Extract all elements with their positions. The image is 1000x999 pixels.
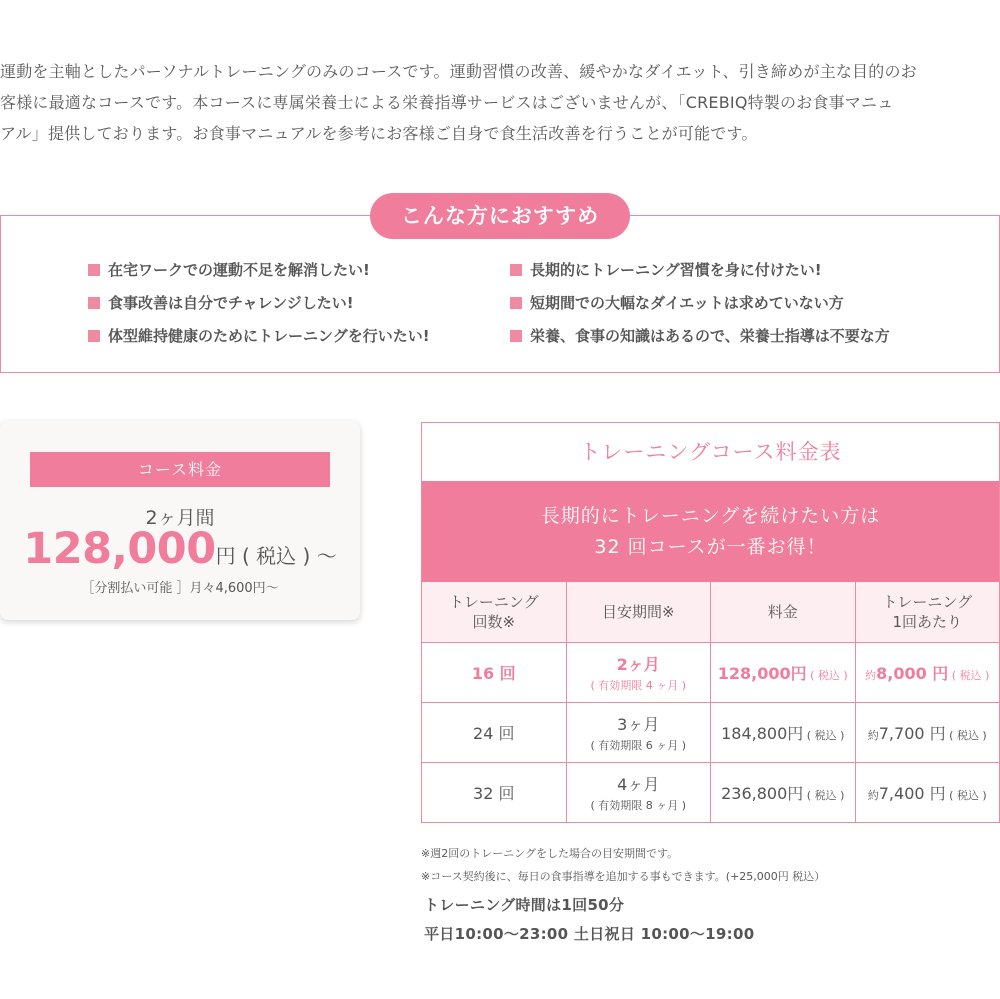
recommend-title: こんな方におすすめ [370, 193, 630, 239]
training-hours [424, 891, 754, 949]
cell-per-session: 約7,400 円 ( 税込 ) [855, 763, 1000, 822]
header-cell-price: 料金 [710, 582, 855, 642]
table-row [422, 762, 999, 822]
table-banner [422, 481, 999, 582]
bullet-square-icon [88, 297, 100, 309]
price-amount: 128,000 [23, 524, 216, 574]
bullet-square-icon [510, 264, 522, 276]
cell-period: 3ヶ月 ( 有効期限 6 ヶ月 ) [566, 703, 711, 762]
recommend-item: 体型維持健康のためにトレーニングを行いたい! [88, 325, 430, 346]
price-grid [422, 582, 999, 822]
cell-per-session: 約7,700 円 ( 税込 ) [855, 703, 1000, 762]
intro-line: アル」提供しております。お食事マニュアルを参考にお客様ご自身で食生活改善を行うことが可能です。 [0, 124, 758, 143]
price-main [0, 524, 360, 574]
note-line: ※コース契約後に、毎日の食事指導を追加する事もできます。(+25,000円 税込） [421, 870, 826, 883]
cell-price: 184,800円 ( 税込 ) [710, 703, 855, 762]
hours-line: 平日10:00～23:00 土日祝日 10:00～19:00 [424, 925, 755, 943]
header-cell-period: 目安期間※ [566, 582, 711, 642]
header-cell-per-session: トレーニング 1回あたり [855, 582, 1000, 642]
table-title: トレーニングコース料金表 [579, 440, 842, 464]
cell-count: 24 回 [473, 724, 515, 743]
bullet-square-icon [510, 330, 522, 342]
banner-line: 長期的にトレーニングを続けたい方は [540, 505, 881, 527]
course-price-card [0, 421, 360, 620]
table-row [422, 642, 999, 702]
cell-price: 128,000円 ( 税込 ) [710, 643, 855, 702]
price-label: コース料金 [30, 452, 330, 487]
intro-line: 客様に最適なコースです。本コースに専属栄養士による栄養指導サービスはございませんが、「CREBIQ特製のお食事マニュ [0, 93, 894, 112]
cell-count: 32 回 [473, 784, 515, 803]
cell-count: 16 回 [471, 664, 516, 683]
table-row [422, 702, 999, 762]
price-unit: 円 ( 税込 ) ～ [215, 544, 337, 568]
recommend-item: 食事改善は自分でチャレンジしたい! [88, 292, 354, 313]
price-table [421, 422, 1000, 823]
cell-per-session: 約8,000 円 ( 税込 ) [855, 643, 1000, 702]
banner-line: 32 回コースが一番お得！ [594, 536, 827, 558]
note-line: ※週2回のトレーニングをした場合の目安期間です。 [421, 847, 679, 860]
header-cell-count: トレーニング 回数※ [422, 582, 566, 642]
table-notes [421, 842, 825, 888]
bullet-square-icon [88, 264, 100, 276]
hours-line: トレーニング時間は1回50分 [424, 896, 625, 914]
recommend-item: 短期間での大幅なダイエットは求めていない方 [510, 292, 844, 313]
recommend-item: 在宅ワークでの運動不足を解消したい! [88, 259, 370, 280]
recommend-item: 長期的にトレーニング習慣を身に付けたい! [510, 259, 822, 280]
bullet-square-icon [88, 330, 100, 342]
intro-text [0, 56, 1000, 149]
price-period: 2ヶ月間 [145, 507, 215, 529]
table-header-row [422, 582, 999, 642]
cell-period: 2ヶ月 ( 有効期限 4 ヶ月 ) [566, 643, 711, 702]
cell-price: 236,800円 ( 税込 ) [710, 763, 855, 822]
cell-period: 4ヶ月 ( 有効期限 8 ヶ月 ) [566, 763, 711, 822]
intro-line: 運動を主軸としたパーソナルトレーニングのみのコースです。運動習慣の改善、緩やかなダイエット、引き締めが主な目的のお [0, 62, 917, 81]
recommend-item: 栄養、食事の知識はあるので、栄養士指導は不要な方 [510, 325, 890, 346]
bullet-square-icon [510, 297, 522, 309]
installment-note: ［分割払い可能 ］月々4,600円～ [81, 581, 279, 596]
